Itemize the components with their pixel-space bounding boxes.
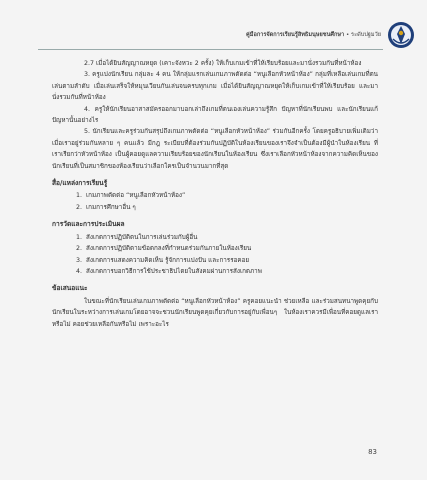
list-item-text: สังเกตการแสดงความคิดเห็น รู้จักการแบ่งปัน และการรอคอย: [86, 256, 250, 264]
list-item: [52, 243, 378, 254]
list-item-number: 1.: [76, 233, 83, 241]
paragraph-step-2-7: 2.7 เมื่อได้ยินสัญญาณหยุด (เคาะจังหวะ 2 ครั้ง) ให้เก็บเกมเข้าที่ให้เรียบร้อยและมานั่งรวมกันที่หน้าห้อง: [84, 60, 362, 67]
suggestion-heading: ข้อเสนอแนะ: [52, 284, 88, 293]
header-divider: [38, 49, 383, 50]
paragraph-step-3: 3. ครูแบ่งนักเรียน กลุ่มละ 4 คน ให้กลุ่มแรกเล่นเกมภาพตัดต่อ “หนูเลือกหัวหน้าห้อง” กลุ่มที่เหลือเล่นเกมที่ตนเล่นตามลำดับ เมื่อเล่นเสร็จให้หมุนเวียนกันเล่นจนครบทุกเกม เมื่อได้ยินสัญญาณหยุดให้เก็บเกมเข้าที่ให้เรียบร้อย และมานั่งรวมกันที่หน้าห้อง: [52, 71, 378, 102]
materials-heading: สื่อ/แหล่งการเรียนรู้: [52, 179, 108, 188]
paragraph-step-5: 5. นักเรียนและครูร่วมกันสรุปถึงเกมภาพตัดต่อ “หนูเลือกหัวหน้าห้อง” ร่วมกันอีกครั้ง โดยครูอธิบายเพิ่มเติมว่า เมื่อเราอยู่ร่วมกันหลาย ๆ คนแล้ว มีกฎ ระเบียบที่ต้องร่วมกันปฏิบัติในห้องเรียนของเราจึงจำเป็นต้องมีผู้นำในห้องเรียน ที่เราเรียกว่าหัวหน้าห้อง เป็นผู้คอยดูแลความเรียบร้อยของนักเรียนในห้องเรียน ซึ่งเราเลือกหัวหน้าห้องจากความคิดเห็นของนักเรียนที่เป็นสมาชิกของห้องเรียนว่าเลือกใครเป็นจำนวนมากที่สุด: [52, 128, 378, 170]
list-item: [52, 190, 378, 201]
header-title: คู่มือการจัดการเรียนรู้สิทธิมนุษยชนศึกษา: [246, 32, 345, 38]
list-item: [52, 232, 378, 243]
list-item: [52, 202, 378, 213]
list-item: [52, 266, 378, 277]
paragraph-step-4: 4. ครูให้นักเรียนอาสาสมัครออกมาบอกเล่าถึงเกมที่ตนเองเล่นความรู้สึก ปัญหาที่นักเรียนพบ และนักเรียนแก้ปัญหานั้นอย่างไร: [52, 105, 378, 125]
suggestion-paragraph: ในขณะที่นักเรียนเล่นเกมภาพตัดต่อ “หนูเลือกหัวหน้าห้อง” ครูคอยแนะนำ ช่วยเหลือ และร่วมสนทนาพูดคุยกับนักเรียนในระหว่างการเล่นเกมโดยอาจจะชวนนักเรียนพูดคุยเกี่ยวกับการอยู่กับเพื่อนๆ ในห้องเราควรมีเพื่อนที่คอยดูแลเราหรือไม่ คอยช่วยเหลือกันหรือไม่ เพราะอะไร: [52, 297, 378, 328]
list-item-number: 3.: [76, 256, 83, 264]
document-body: [52, 58, 378, 330]
list-item: [52, 255, 378, 266]
list-item-number: 2.: [76, 245, 83, 253]
list-item-text: เกมภาพตัดต่อ “หนูเลือกหัวหน้าห้อง”: [86, 192, 186, 200]
emblem-logo: [386, 20, 416, 50]
list-item-number: 2.: [76, 203, 83, 211]
assessment-list: [52, 232, 378, 278]
list-item-number: 1.: [76, 192, 83, 200]
page-number: 83: [368, 448, 377, 456]
list-item-text: สังเกตการปฏิบัติตนในการเล่นร่วมกับผู้อื่น: [86, 233, 198, 241]
list-item-number: 4.: [76, 267, 83, 275]
page-header: [38, 0, 427, 56]
header-subtitle: • ระดับปฐมวัย: [344, 32, 381, 38]
list-item-text: สังเกตการปฏิบัติตามข้อตกลงที่กำหนดร่วมกันภายในห้องเรียน: [86, 245, 252, 253]
header-text: [246, 31, 381, 39]
list-item-text: สังเกตการบอกวิธีการใช้ประชาธิปไตยในสังคมผ่านการสังเกตภาพ: [86, 267, 262, 275]
materials-list: [52, 190, 378, 213]
list-item-text: เกมการศึกษาอื่น ๆ: [86, 203, 136, 211]
assessment-heading: การวัดและการประเมินผล: [52, 220, 125, 229]
